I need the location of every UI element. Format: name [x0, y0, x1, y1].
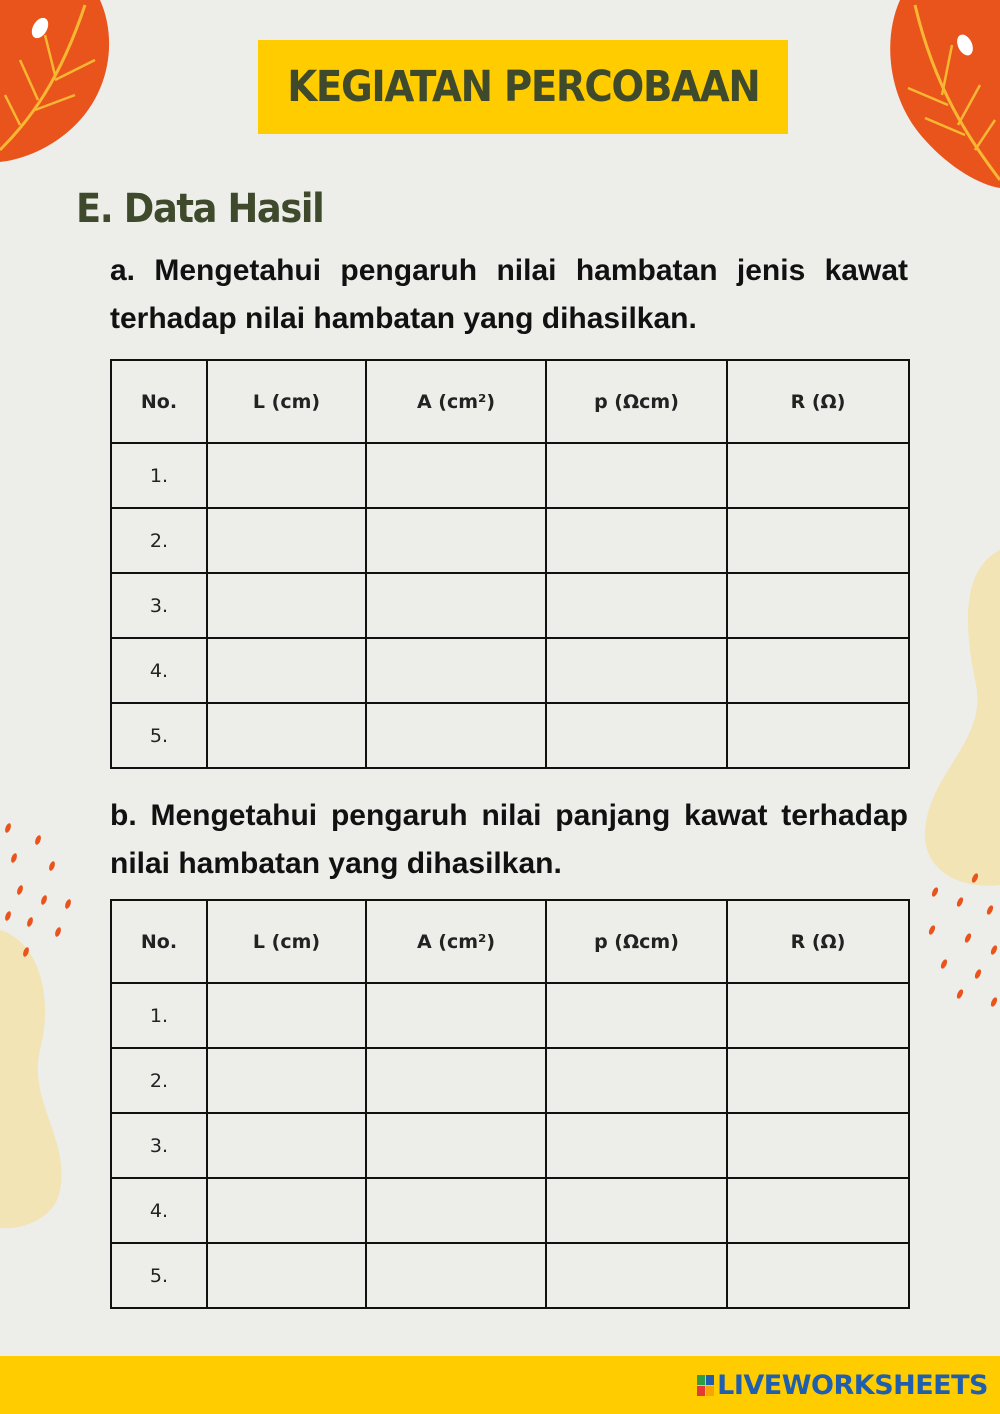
table-cell[interactable] — [546, 1178, 727, 1243]
row-number: 2. — [111, 1048, 207, 1113]
table-cell[interactable] — [727, 1048, 909, 1113]
row-number: 1. — [111, 983, 207, 1048]
table-cell[interactable] — [727, 1178, 909, 1243]
column-header: R (Ω) — [727, 360, 909, 443]
blob-left-decoration — [0, 930, 80, 1230]
row-number: 1. — [111, 443, 207, 508]
column-header: No. — [111, 900, 207, 983]
table-cell[interactable] — [207, 508, 366, 573]
brand-name: LIVEWORKSHEETS — [717, 1370, 988, 1401]
row-number: 4. — [111, 1178, 207, 1243]
table-cell[interactable] — [546, 1243, 727, 1308]
table-cell[interactable] — [366, 638, 546, 703]
table-cell[interactable] — [207, 638, 366, 703]
table-cell[interactable] — [207, 1178, 366, 1243]
table-row — [111, 983, 909, 1048]
table-cell[interactable] — [727, 508, 909, 573]
row-number: 4. — [111, 638, 207, 703]
table-cell[interactable] — [727, 1243, 909, 1308]
table-row — [111, 443, 909, 508]
column-header: No. — [111, 360, 207, 443]
row-number: 5. — [111, 703, 207, 768]
column-header: A (cm²) — [366, 900, 546, 983]
page-title: KEGIATAN PERCOBAAN — [286, 62, 760, 112]
row-number: 3. — [111, 1113, 207, 1178]
liveworksheets-logo-icon — [697, 1375, 714, 1396]
leaf-top-right-decoration — [880, 0, 1000, 190]
table-row — [111, 1048, 909, 1113]
table-cell[interactable] — [207, 983, 366, 1048]
table-cell[interactable] — [366, 573, 546, 638]
table-cell[interactable] — [727, 443, 909, 508]
table-cell[interactable] — [546, 703, 727, 768]
table-cell[interactable] — [207, 573, 366, 638]
table-cell[interactable] — [546, 443, 727, 508]
table-row — [111, 703, 909, 768]
title-banner — [258, 40, 788, 134]
liveworksheets-logo[interactable] — [697, 1370, 988, 1401]
table-cell[interactable] — [366, 1178, 546, 1243]
table-cell[interactable] — [366, 443, 546, 508]
table-header-row — [111, 900, 909, 983]
column-header: p (Ωcm) — [546, 900, 727, 983]
table-cell[interactable] — [207, 703, 366, 768]
table-cell[interactable] — [366, 508, 546, 573]
part-a-description: a. Mengetahui pengaruh nilai hambatan jenis kawat terhadap nilai hambatan yang dihasilkan. — [110, 254, 908, 335]
table-row — [111, 573, 909, 638]
table-row — [111, 1243, 909, 1308]
section-heading: E. Data Hasil — [76, 186, 324, 232]
table-cell[interactable] — [366, 1243, 546, 1308]
table-cell[interactable] — [546, 638, 727, 703]
table-cell[interactable] — [727, 983, 909, 1048]
table-part-b — [110, 899, 910, 1309]
column-header: p (Ωcm) — [546, 360, 727, 443]
table-cell[interactable] — [207, 1113, 366, 1178]
table-cell[interactable] — [546, 1113, 727, 1178]
blob-right-decoration — [920, 550, 1000, 890]
table-header-row — [111, 360, 909, 443]
table-row — [111, 638, 909, 703]
table-cell[interactable] — [207, 1048, 366, 1113]
row-number: 3. — [111, 573, 207, 638]
part-b-description: b. Mengetahui pengaruh nilai panjang kawat terhadap nilai hambatan yang dihasilkan. — [110, 799, 908, 880]
table-cell[interactable] — [366, 983, 546, 1048]
table-cell[interactable] — [546, 573, 727, 638]
leaf-top-left-decoration — [0, 0, 120, 170]
column-header: L (cm) — [207, 360, 366, 443]
table-cell[interactable] — [366, 703, 546, 768]
table-cell[interactable] — [727, 638, 909, 703]
column-header: L (cm) — [207, 900, 366, 983]
table-cell[interactable] — [727, 703, 909, 768]
table-cell[interactable] — [727, 573, 909, 638]
table-row — [111, 1178, 909, 1243]
table-cell[interactable] — [366, 1113, 546, 1178]
table-cell[interactable] — [546, 983, 727, 1048]
table-part-a — [110, 359, 910, 769]
dots-left-decoration — [0, 820, 80, 970]
table-row — [111, 508, 909, 573]
table-cell[interactable] — [207, 443, 366, 508]
table-cell[interactable] — [546, 1048, 727, 1113]
column-header: A (cm²) — [366, 360, 546, 443]
table-cell[interactable] — [727, 1113, 909, 1178]
table-cell[interactable] — [366, 1048, 546, 1113]
table-row — [111, 1113, 909, 1178]
table-cell[interactable] — [207, 1243, 366, 1308]
column-header: R (Ω) — [727, 900, 909, 983]
row-number: 2. — [111, 508, 207, 573]
dots-right-decoration — [920, 870, 1000, 1010]
table-cell[interactable] — [546, 508, 727, 573]
row-number: 5. — [111, 1243, 207, 1308]
